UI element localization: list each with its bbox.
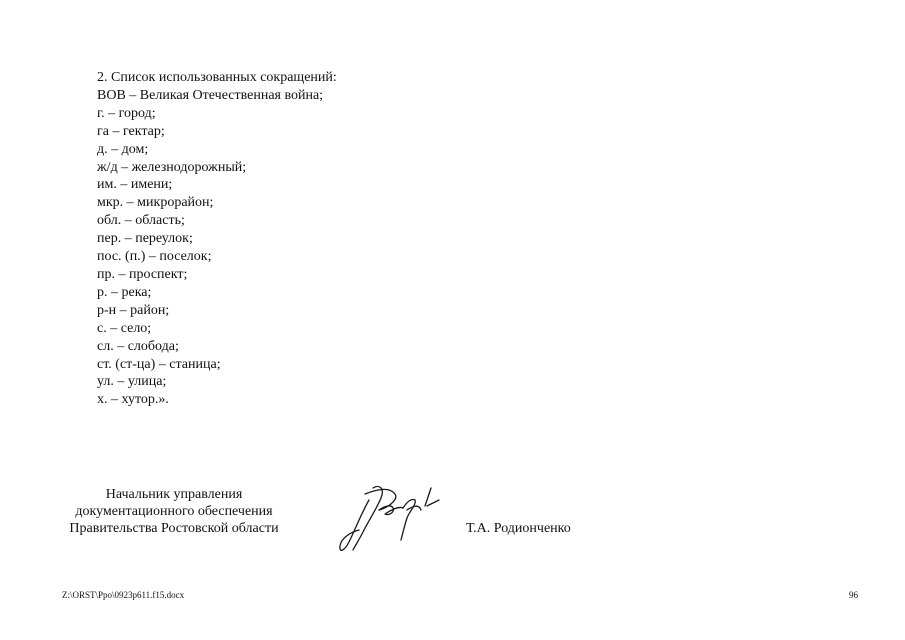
abbreviation-item: ВОВ – Великая Отечественная война; bbox=[97, 87, 324, 103]
position-line: Правительства Ростовской области bbox=[69, 521, 279, 536]
abbreviation-item: ул. – улица; bbox=[97, 374, 167, 390]
abbreviation-item: пер. – переулок; bbox=[97, 231, 193, 247]
abbreviation-item: обл. – область; bbox=[97, 213, 185, 229]
abbreviation-item: сл. – слобода; bbox=[97, 338, 179, 354]
abbreviation-item: г. – город; bbox=[97, 105, 156, 121]
abbreviation-item: с. – село; bbox=[97, 320, 152, 336]
footer-page-number: 96 bbox=[849, 590, 858, 600]
position-line: документационного обеспечения bbox=[75, 504, 273, 519]
handwritten-signature bbox=[335, 480, 445, 560]
abbreviation-list bbox=[97, 69, 337, 409]
signer-name: Т.А. Родионченко bbox=[466, 521, 571, 536]
abbreviation-item: пр. – проспект; bbox=[97, 266, 188, 282]
abbreviation-item: х. – хутор.». bbox=[97, 392, 169, 408]
abbreviation-item: р. – река; bbox=[97, 284, 152, 300]
abbreviation-item: га – гектар; bbox=[97, 123, 165, 139]
signer-position bbox=[52, 486, 296, 537]
abbreviation-item: р-н – район; bbox=[97, 302, 170, 318]
section-title: 2. Список использованных сокращений: bbox=[97, 70, 337, 85]
abbreviation-item: пос. (п.) – поселок; bbox=[97, 249, 212, 265]
abbreviation-item: д. – дом; bbox=[97, 141, 149, 157]
abbreviation-item: им. – имени; bbox=[97, 177, 173, 193]
footer-file-path: Z:\ORST\Ppo\0923p611.f15.docx bbox=[62, 590, 185, 600]
abbreviation-item: ст. (ст-ца) – станица; bbox=[97, 356, 221, 372]
abbreviation-item: ж/д – железнодорожный; bbox=[97, 159, 247, 175]
position-line: Начальник управления bbox=[105, 487, 243, 502]
abbreviation-item: мкр. – микрорайон; bbox=[97, 195, 214, 211]
